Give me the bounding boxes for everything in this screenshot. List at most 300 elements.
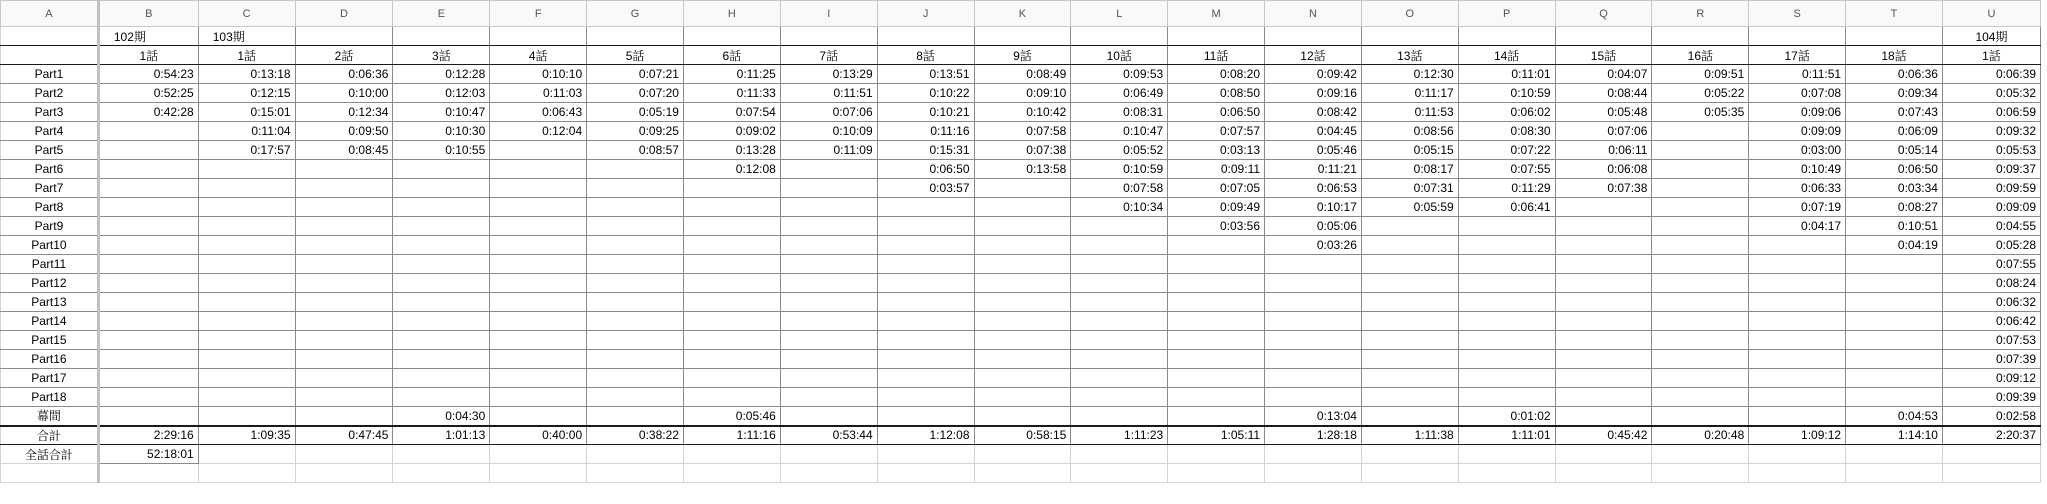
duration-cell[interactable]: 0:06:08 xyxy=(1555,160,1652,179)
duration-cell[interactable]: 0:08:24 xyxy=(1942,274,2040,293)
duration-cell[interactable] xyxy=(490,217,587,236)
episode-header-cell[interactable]: 18話 xyxy=(1846,46,1943,65)
duration-cell[interactable] xyxy=(877,312,974,331)
period-cell[interactable] xyxy=(490,27,587,46)
duration-cell[interactable] xyxy=(295,160,393,179)
duration-cell[interactable] xyxy=(98,122,198,141)
empty-cell[interactable] xyxy=(1168,445,1265,464)
total-cell[interactable]: 1:01:13 xyxy=(393,426,490,445)
duration-cell[interactable] xyxy=(1555,255,1652,274)
duration-cell[interactable]: 0:08:30 xyxy=(1458,122,1555,141)
duration-cell[interactable]: 0:09:10 xyxy=(974,84,1071,103)
duration-cell[interactable]: 0:07:58 xyxy=(1071,179,1168,198)
duration-cell[interactable]: 0:05:22 xyxy=(1652,84,1749,103)
duration-cell[interactable] xyxy=(1555,236,1652,255)
duration-cell[interactable]: 0:06:41 xyxy=(1458,198,1555,217)
duration-cell[interactable]: 0:09:09 xyxy=(1749,122,1846,141)
duration-cell[interactable]: 0:07:55 xyxy=(1942,255,2040,274)
total-cell[interactable]: 1:11:23 xyxy=(1071,426,1168,445)
duration-cell[interactable] xyxy=(98,141,198,160)
episode-header-cell[interactable]: 12話 xyxy=(1265,46,1362,65)
duration-cell[interactable] xyxy=(98,293,198,312)
duration-cell[interactable] xyxy=(295,198,393,217)
column-header-h[interactable]: H xyxy=(683,1,780,27)
duration-cell[interactable]: 0:07:05 xyxy=(1168,179,1265,198)
duration-cell[interactable] xyxy=(1071,407,1168,426)
duration-cell[interactable]: 0:08:45 xyxy=(295,141,393,160)
duration-cell[interactable] xyxy=(780,312,877,331)
duration-cell[interactable] xyxy=(1846,369,1943,388)
duration-cell[interactable] xyxy=(587,160,684,179)
duration-cell[interactable]: 0:10:22 xyxy=(877,84,974,103)
total-cell[interactable]: 0:38:22 xyxy=(587,426,684,445)
duration-cell[interactable]: 0:06:59 xyxy=(1942,103,2040,122)
duration-cell[interactable] xyxy=(974,350,1071,369)
duration-cell[interactable]: 0:06:09 xyxy=(1846,122,1943,141)
row-label[interactable]: Part3 xyxy=(1,103,99,122)
duration-cell[interactable]: 0:13:58 xyxy=(974,160,1071,179)
duration-cell[interactable] xyxy=(1168,293,1265,312)
duration-cell[interactable] xyxy=(1265,369,1362,388)
period-cell[interactable]: 104期 xyxy=(1942,27,2040,46)
episode-header-cell[interactable]: 15話 xyxy=(1555,46,1652,65)
duration-cell[interactable] xyxy=(1168,331,1265,350)
duration-cell[interactable] xyxy=(974,274,1071,293)
duration-cell[interactable]: 0:52:25 xyxy=(98,84,198,103)
episode-header-cell[interactable]: 10話 xyxy=(1071,46,1168,65)
total-cell[interactable]: 0:40:00 xyxy=(490,426,587,445)
duration-cell[interactable] xyxy=(974,407,1071,426)
duration-cell[interactable] xyxy=(198,350,295,369)
duration-cell[interactable]: 0:12:03 xyxy=(393,84,490,103)
duration-cell[interactable] xyxy=(683,350,780,369)
duration-cell[interactable] xyxy=(295,217,393,236)
duration-cell[interactable] xyxy=(1458,350,1555,369)
total-cell[interactable]: 1:11:38 xyxy=(1361,426,1458,445)
column-header-t[interactable]: T xyxy=(1846,1,1943,27)
grand-total-cell[interactable]: 52:18:01 xyxy=(98,445,198,464)
empty-cell[interactable] xyxy=(393,464,490,483)
episode-header-cell[interactable]: 11話 xyxy=(1168,46,1265,65)
total-cell[interactable]: 1:11:16 xyxy=(683,426,780,445)
duration-cell[interactable]: 0:04:53 xyxy=(1846,407,1943,426)
duration-cell[interactable] xyxy=(780,293,877,312)
duration-cell[interactable] xyxy=(1652,179,1749,198)
empty-cell[interactable] xyxy=(198,464,295,483)
empty-cell[interactable] xyxy=(1071,464,1168,483)
duration-cell[interactable] xyxy=(1458,217,1555,236)
column-header-a[interactable]: A xyxy=(1,1,99,27)
duration-cell[interactable]: 0:05:59 xyxy=(1361,198,1458,217)
duration-cell[interactable] xyxy=(1846,274,1943,293)
period-cell[interactable] xyxy=(974,27,1071,46)
duration-cell[interactable]: 0:06:50 xyxy=(877,160,974,179)
total-cell[interactable]: 2:20:37 xyxy=(1942,426,2040,445)
total-cell[interactable]: 1:14:10 xyxy=(1846,426,1943,445)
duration-cell[interactable]: 0:10:47 xyxy=(393,103,490,122)
duration-cell[interactable]: 0:10:17 xyxy=(1265,198,1362,217)
total-cell[interactable]: 1:11:01 xyxy=(1458,426,1555,445)
duration-cell[interactable]: 0:11:29 xyxy=(1458,179,1555,198)
period-cell[interactable] xyxy=(1555,27,1652,46)
duration-cell[interactable]: 0:06:02 xyxy=(1458,103,1555,122)
duration-cell[interactable] xyxy=(1265,388,1362,407)
episode-header-cell[interactable]: 7話 xyxy=(780,46,877,65)
duration-cell[interactable]: 0:12:15 xyxy=(198,84,295,103)
duration-cell[interactable] xyxy=(1168,350,1265,369)
empty-cell[interactable] xyxy=(198,445,295,464)
empty-cell[interactable] xyxy=(877,464,974,483)
duration-cell[interactable]: 0:09:39 xyxy=(1942,388,2040,407)
duration-cell[interactable]: 0:07:38 xyxy=(1555,179,1652,198)
duration-cell[interactable] xyxy=(1168,312,1265,331)
period-cell[interactable] xyxy=(1749,27,1846,46)
duration-cell[interactable] xyxy=(1555,274,1652,293)
duration-cell[interactable] xyxy=(1652,255,1749,274)
duration-cell[interactable] xyxy=(683,274,780,293)
duration-cell[interactable] xyxy=(780,255,877,274)
duration-cell[interactable] xyxy=(295,388,393,407)
row-label[interactable]: Part15 xyxy=(1,331,99,350)
row-label[interactable]: Part7 xyxy=(1,179,99,198)
duration-cell[interactable] xyxy=(490,274,587,293)
duration-cell[interactable]: 0:06:49 xyxy=(1071,84,1168,103)
duration-cell[interactable] xyxy=(198,369,295,388)
duration-cell[interactable] xyxy=(1749,350,1846,369)
duration-cell[interactable]: 0:10:09 xyxy=(780,122,877,141)
duration-cell[interactable]: 0:07:57 xyxy=(1168,122,1265,141)
duration-cell[interactable] xyxy=(1749,369,1846,388)
duration-cell[interactable] xyxy=(1555,369,1652,388)
duration-cell[interactable] xyxy=(877,407,974,426)
duration-cell[interactable] xyxy=(393,388,490,407)
period-cell[interactable] xyxy=(1,27,99,46)
duration-cell[interactable] xyxy=(974,331,1071,350)
duration-cell[interactable]: 0:03:57 xyxy=(877,179,974,198)
duration-cell[interactable]: 0:05:28 xyxy=(1942,236,2040,255)
duration-cell[interactable]: 0:07:20 xyxy=(587,84,684,103)
duration-cell[interactable] xyxy=(974,198,1071,217)
duration-cell[interactable]: 0:17:57 xyxy=(198,141,295,160)
duration-cell[interactable] xyxy=(1652,160,1749,179)
row-label[interactable]: 幕間 xyxy=(1,407,99,426)
period-cell[interactable] xyxy=(587,27,684,46)
duration-cell[interactable] xyxy=(877,350,974,369)
duration-cell[interactable] xyxy=(393,255,490,274)
duration-cell[interactable] xyxy=(1361,217,1458,236)
duration-cell[interactable]: 0:10:21 xyxy=(877,103,974,122)
duration-cell[interactable]: 0:01:02 xyxy=(1458,407,1555,426)
duration-cell[interactable] xyxy=(1168,369,1265,388)
period-cell[interactable] xyxy=(780,27,877,46)
duration-cell[interactable] xyxy=(198,160,295,179)
duration-cell[interactable]: 0:05:06 xyxy=(1265,217,1362,236)
duration-cell[interactable] xyxy=(1749,293,1846,312)
duration-cell[interactable]: 0:05:14 xyxy=(1846,141,1943,160)
duration-cell[interactable]: 0:11:01 xyxy=(1458,65,1555,84)
duration-cell[interactable] xyxy=(780,388,877,407)
duration-cell[interactable]: 0:06:36 xyxy=(295,65,393,84)
duration-cell[interactable] xyxy=(1652,274,1749,293)
duration-cell[interactable]: 0:05:32 xyxy=(1942,84,2040,103)
duration-cell[interactable] xyxy=(295,350,393,369)
row-label[interactable]: Part8 xyxy=(1,198,99,217)
duration-cell[interactable] xyxy=(295,255,393,274)
episode-header-cell[interactable]: 1話 xyxy=(98,46,198,65)
duration-cell[interactable] xyxy=(587,217,684,236)
duration-cell[interactable]: 0:12:08 xyxy=(683,160,780,179)
duration-cell[interactable] xyxy=(1555,312,1652,331)
empty-cell[interactable] xyxy=(974,464,1071,483)
duration-cell[interactable]: 0:08:17 xyxy=(1361,160,1458,179)
duration-cell[interactable]: 0:11:17 xyxy=(1361,84,1458,103)
duration-cell[interactable] xyxy=(1361,369,1458,388)
duration-cell[interactable]: 0:09:49 xyxy=(1168,198,1265,217)
duration-cell[interactable] xyxy=(198,312,295,331)
duration-cell[interactable]: 0:06:50 xyxy=(1168,103,1265,122)
duration-cell[interactable] xyxy=(490,350,587,369)
duration-cell[interactable]: 0:07:21 xyxy=(587,65,684,84)
total-cell[interactable]: 1:05:11 xyxy=(1168,426,1265,445)
empty-cell[interactable] xyxy=(683,464,780,483)
duration-cell[interactable]: 0:06:33 xyxy=(1749,179,1846,198)
duration-cell[interactable] xyxy=(587,293,684,312)
duration-cell[interactable]: 0:07:31 xyxy=(1361,179,1458,198)
duration-cell[interactable]: 0:10:51 xyxy=(1846,217,1943,236)
duration-cell[interactable] xyxy=(1168,236,1265,255)
empty-cell[interactable] xyxy=(1458,464,1555,483)
duration-cell[interactable]: 0:12:04 xyxy=(490,122,587,141)
duration-cell[interactable] xyxy=(1361,350,1458,369)
duration-cell[interactable] xyxy=(587,388,684,407)
duration-cell[interactable] xyxy=(780,236,877,255)
empty-cell[interactable] xyxy=(1846,464,1943,483)
empty-cell[interactable] xyxy=(295,445,393,464)
duration-cell[interactable]: 0:05:46 xyxy=(1265,141,1362,160)
column-header-d[interactable]: D xyxy=(295,1,393,27)
duration-cell[interactable]: 0:10:59 xyxy=(1458,84,1555,103)
duration-cell[interactable]: 0:13:18 xyxy=(198,65,295,84)
duration-cell[interactable] xyxy=(98,198,198,217)
duration-cell[interactable]: 0:05:35 xyxy=(1652,103,1749,122)
period-cell[interactable] xyxy=(1361,27,1458,46)
duration-cell[interactable]: 0:10:42 xyxy=(974,103,1071,122)
duration-cell[interactable]: 0:04:07 xyxy=(1555,65,1652,84)
episode-header-cell[interactable]: 5話 xyxy=(587,46,684,65)
row-label[interactable]: Part4 xyxy=(1,122,99,141)
duration-cell[interactable] xyxy=(683,388,780,407)
duration-cell[interactable] xyxy=(1652,141,1749,160)
duration-cell[interactable] xyxy=(98,331,198,350)
duration-cell[interactable] xyxy=(1652,198,1749,217)
period-cell[interactable]: 102期 xyxy=(98,27,198,46)
episode-header-cell[interactable]: 8話 xyxy=(877,46,974,65)
column-header-q[interactable]: Q xyxy=(1555,1,1652,27)
duration-cell[interactable] xyxy=(295,274,393,293)
duration-cell[interactable]: 0:11:09 xyxy=(780,141,877,160)
duration-cell[interactable] xyxy=(877,331,974,350)
duration-cell[interactable] xyxy=(1652,312,1749,331)
duration-cell[interactable]: 0:42:28 xyxy=(98,103,198,122)
row-label[interactable]: Part13 xyxy=(1,293,99,312)
duration-cell[interactable]: 0:05:53 xyxy=(1942,141,2040,160)
duration-cell[interactable]: 0:03:34 xyxy=(1846,179,1943,198)
duration-cell[interactable]: 0:09:51 xyxy=(1652,65,1749,84)
duration-cell[interactable] xyxy=(98,179,198,198)
duration-cell[interactable] xyxy=(98,217,198,236)
duration-cell[interactable] xyxy=(1071,274,1168,293)
duration-cell[interactable]: 0:11:33 xyxy=(683,84,780,103)
empty-cell[interactable] xyxy=(490,445,587,464)
duration-cell[interactable]: 0:09:42 xyxy=(1265,65,1362,84)
empty-cell[interactable] xyxy=(98,464,198,483)
duration-cell[interactable]: 0:04:55 xyxy=(1942,217,2040,236)
row-label[interactable]: 合計 xyxy=(1,426,99,445)
duration-cell[interactable]: 0:10:55 xyxy=(393,141,490,160)
duration-cell[interactable] xyxy=(1458,369,1555,388)
duration-cell[interactable] xyxy=(1652,293,1749,312)
duration-cell[interactable]: 0:15:31 xyxy=(877,141,974,160)
duration-cell[interactable]: 0:08:44 xyxy=(1555,84,1652,103)
total-cell[interactable]: 1:12:08 xyxy=(877,426,974,445)
duration-cell[interactable] xyxy=(1652,350,1749,369)
duration-cell[interactable] xyxy=(877,293,974,312)
duration-cell[interactable] xyxy=(1361,236,1458,255)
duration-cell[interactable] xyxy=(1265,255,1362,274)
duration-cell[interactable] xyxy=(1749,312,1846,331)
duration-cell[interactable] xyxy=(1361,331,1458,350)
duration-cell[interactable] xyxy=(198,388,295,407)
duration-cell[interactable]: 0:12:28 xyxy=(393,65,490,84)
duration-cell[interactable] xyxy=(1555,293,1652,312)
total-cell[interactable]: 1:09:12 xyxy=(1749,426,1846,445)
empty-cell[interactable] xyxy=(1071,445,1168,464)
duration-cell[interactable] xyxy=(1361,293,1458,312)
column-header-j[interactable]: J xyxy=(877,1,974,27)
duration-cell[interactable] xyxy=(877,198,974,217)
duration-cell[interactable] xyxy=(974,293,1071,312)
column-header-i[interactable]: I xyxy=(780,1,877,27)
duration-cell[interactable]: 0:11:16 xyxy=(877,122,974,141)
duration-cell[interactable] xyxy=(1458,274,1555,293)
duration-cell[interactable]: 0:06:11 xyxy=(1555,141,1652,160)
duration-cell[interactable] xyxy=(1652,407,1749,426)
empty-cell[interactable] xyxy=(1652,464,1749,483)
period-cell[interactable] xyxy=(1265,27,1362,46)
duration-cell[interactable]: 0:09:25 xyxy=(587,122,684,141)
duration-cell[interactable]: 0:09:06 xyxy=(1749,103,1846,122)
empty-cell[interactable] xyxy=(1846,445,1943,464)
duration-cell[interactable] xyxy=(98,369,198,388)
period-cell[interactable]: 103期 xyxy=(198,27,295,46)
duration-cell[interactable]: 0:10:30 xyxy=(393,122,490,141)
duration-cell[interactable] xyxy=(1361,255,1458,274)
episode-header-cell[interactable]: 1話 xyxy=(1942,46,2040,65)
column-header-n[interactable]: N xyxy=(1265,1,1362,27)
duration-cell[interactable]: 0:06:36 xyxy=(1846,65,1943,84)
empty-cell[interactable] xyxy=(1555,445,1652,464)
duration-cell[interactable] xyxy=(974,217,1071,236)
duration-cell[interactable] xyxy=(1361,407,1458,426)
duration-cell[interactable] xyxy=(683,312,780,331)
period-cell[interactable] xyxy=(295,27,393,46)
column-header-g[interactable]: G xyxy=(587,1,684,27)
duration-cell[interactable] xyxy=(198,179,295,198)
duration-cell[interactable] xyxy=(1846,331,1943,350)
duration-cell[interactable] xyxy=(490,141,587,160)
empty-cell[interactable] xyxy=(1749,445,1846,464)
duration-cell[interactable] xyxy=(780,407,877,426)
duration-cell[interactable]: 0:08:50 xyxy=(1168,84,1265,103)
duration-cell[interactable]: 0:13:04 xyxy=(1265,407,1362,426)
duration-cell[interactable] xyxy=(98,350,198,369)
duration-cell[interactable] xyxy=(974,388,1071,407)
duration-cell[interactable] xyxy=(98,388,198,407)
duration-cell[interactable]: 0:09:50 xyxy=(295,122,393,141)
duration-cell[interactable]: 0:07:22 xyxy=(1458,141,1555,160)
column-header-o[interactable]: O xyxy=(1361,1,1458,27)
duration-cell[interactable] xyxy=(490,293,587,312)
duration-cell[interactable]: 0:12:34 xyxy=(295,103,393,122)
duration-cell[interactable] xyxy=(877,217,974,236)
total-cell[interactable]: 1:09:35 xyxy=(198,426,295,445)
duration-cell[interactable]: 0:03:00 xyxy=(1749,141,1846,160)
duration-cell[interactable]: 0:05:52 xyxy=(1071,141,1168,160)
duration-cell[interactable] xyxy=(1071,312,1168,331)
duration-cell[interactable]: 0:08:56 xyxy=(1361,122,1458,141)
empty-cell[interactable] xyxy=(683,445,780,464)
row-label[interactable]: Part10 xyxy=(1,236,99,255)
duration-cell[interactable]: 0:09:34 xyxy=(1846,84,1943,103)
empty-cell[interactable] xyxy=(1168,464,1265,483)
duration-cell[interactable] xyxy=(780,217,877,236)
duration-cell[interactable]: 0:07:58 xyxy=(974,122,1071,141)
duration-cell[interactable] xyxy=(295,293,393,312)
duration-cell[interactable] xyxy=(780,160,877,179)
duration-cell[interactable] xyxy=(877,369,974,388)
duration-cell[interactable]: 0:04:19 xyxy=(1846,236,1943,255)
duration-cell[interactable] xyxy=(295,236,393,255)
duration-cell[interactable] xyxy=(1458,331,1555,350)
duration-cell[interactable] xyxy=(295,407,393,426)
duration-cell[interactable] xyxy=(1361,274,1458,293)
duration-cell[interactable] xyxy=(1071,236,1168,255)
total-cell[interactable]: 1:28:18 xyxy=(1265,426,1362,445)
empty-cell[interactable] xyxy=(587,445,684,464)
duration-cell[interactable] xyxy=(587,179,684,198)
duration-cell[interactable] xyxy=(974,312,1071,331)
duration-cell[interactable] xyxy=(780,369,877,388)
duration-cell[interactable] xyxy=(1749,407,1846,426)
column-header-m[interactable]: M xyxy=(1168,1,1265,27)
duration-cell[interactable]: 0:07:43 xyxy=(1846,103,1943,122)
duration-cell[interactable] xyxy=(198,293,295,312)
duration-cell[interactable] xyxy=(295,331,393,350)
row-label[interactable]: Part11 xyxy=(1,255,99,274)
row-label[interactable]: Part9 xyxy=(1,217,99,236)
duration-cell[interactable]: 0:06:50 xyxy=(1846,160,1943,179)
duration-cell[interactable] xyxy=(490,255,587,274)
duration-cell[interactable] xyxy=(98,255,198,274)
total-cell[interactable]: 0:58:15 xyxy=(974,426,1071,445)
empty-cell[interactable] xyxy=(1942,445,2040,464)
empty-cell[interactable] xyxy=(490,464,587,483)
empty-cell[interactable] xyxy=(1749,464,1846,483)
duration-cell[interactable] xyxy=(1071,255,1168,274)
duration-cell[interactable] xyxy=(1749,236,1846,255)
duration-cell[interactable]: 0:07:06 xyxy=(780,103,877,122)
row-label[interactable]: Part14 xyxy=(1,312,99,331)
